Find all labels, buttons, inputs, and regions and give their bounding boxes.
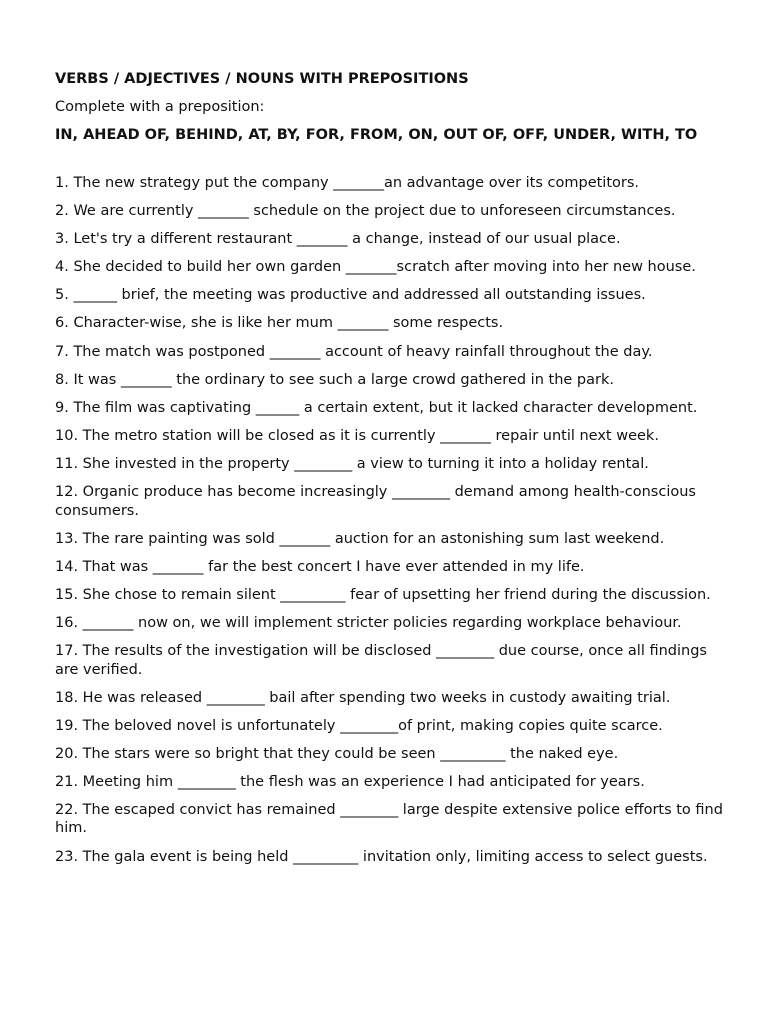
question-item-23: 23. The gala event is being held _________ invitation only, limiting access to select guests. [55, 848, 708, 865]
question-item-2: 2. We are currently _______ schedule on the project due to unforeseen circumstances. [55, 203, 676, 220]
question-item-7: 7. The match was postponed _______ account of heavy rainfall throughout the day. [55, 343, 653, 360]
question-item-13: 13. The rare painting was sold _______ auction for an astonishing sum last weekend. [55, 530, 665, 547]
question-item-18: 18. He was released ________ bail after spending two weeks in custody awaiting trial. [55, 689, 671, 706]
question-item-17: 17. The results of the investigation will be disclosed ________ due course, once all findings are verified. [55, 643, 707, 678]
instruction-text: Complete with a preposition: [55, 99, 265, 115]
question-item-6: 6. Character-wise, she is like her mum _______ some respects. [55, 315, 504, 332]
question-item-19: 19. The beloved novel is unfortunately ________of print, making copies quite scarce. [55, 717, 663, 734]
question-item-16: 16. _______ now on, we will implement stricter policies regarding workplace behaviour. [55, 614, 682, 631]
worksheet-title: VERBS / ADJECTIVES / NOUNS WITH PREPOSITIONS [55, 71, 469, 87]
question-item-10: 10. The metro station will be closed as it is currently _______ repair until next week. [55, 427, 659, 444]
question-item-9: 9. The film was captivating ______ a certain extent, but it lacked character development. [55, 399, 698, 416]
question-item-14: 14. That was _______ far the best concert I have ever attended in my life. [55, 558, 585, 575]
question-item-1: 1. The new strategy put the company _______an advantage over its competitors. [55, 175, 640, 191]
preposition-word-bank: IN, AHEAD OF, BEHIND, AT, BY, FOR, FROM, ON, OUT OF, OFF, UNDER, WITH, TO [55, 127, 698, 143]
question-item-20: 20. The stars were so bright that they could be seen _________ the naked eye. [55, 745, 619, 762]
question-item-12: 12. Organic produce has become increasingly ________ demand among health-conscious consumers. [55, 484, 696, 519]
question-item-4: 4. She decided to build her own garden _______scratch after moving into her new house. [55, 259, 696, 276]
question-item-11: 11. She invested in the property ________ a view to turning it into a holiday rental. [55, 455, 649, 472]
question-list [55, 174, 735, 866]
question-item-22: 22. The escaped convict has remained ________ large despite extensive police efforts to find him. [55, 801, 723, 837]
question-item-21: 21. Meeting him ________ the flesh was an experience I had anticipated for years. [55, 773, 645, 790]
question-item-15: 15. She chose to remain silent _________ fear of upsetting her friend during the discussion. [55, 586, 711, 603]
question-item-3: 3. Let's try a different restaurant _______ a change, instead of our usual place. [55, 231, 621, 248]
question-item-5: 5. ______ brief, the meeting was productive and addressed all outstanding issues. [55, 287, 646, 304]
worksheet-page [55, 70, 735, 882]
question-item-8: 8. It was _______ the ordinary to see such a large crowd gathered in the park. [55, 371, 614, 388]
